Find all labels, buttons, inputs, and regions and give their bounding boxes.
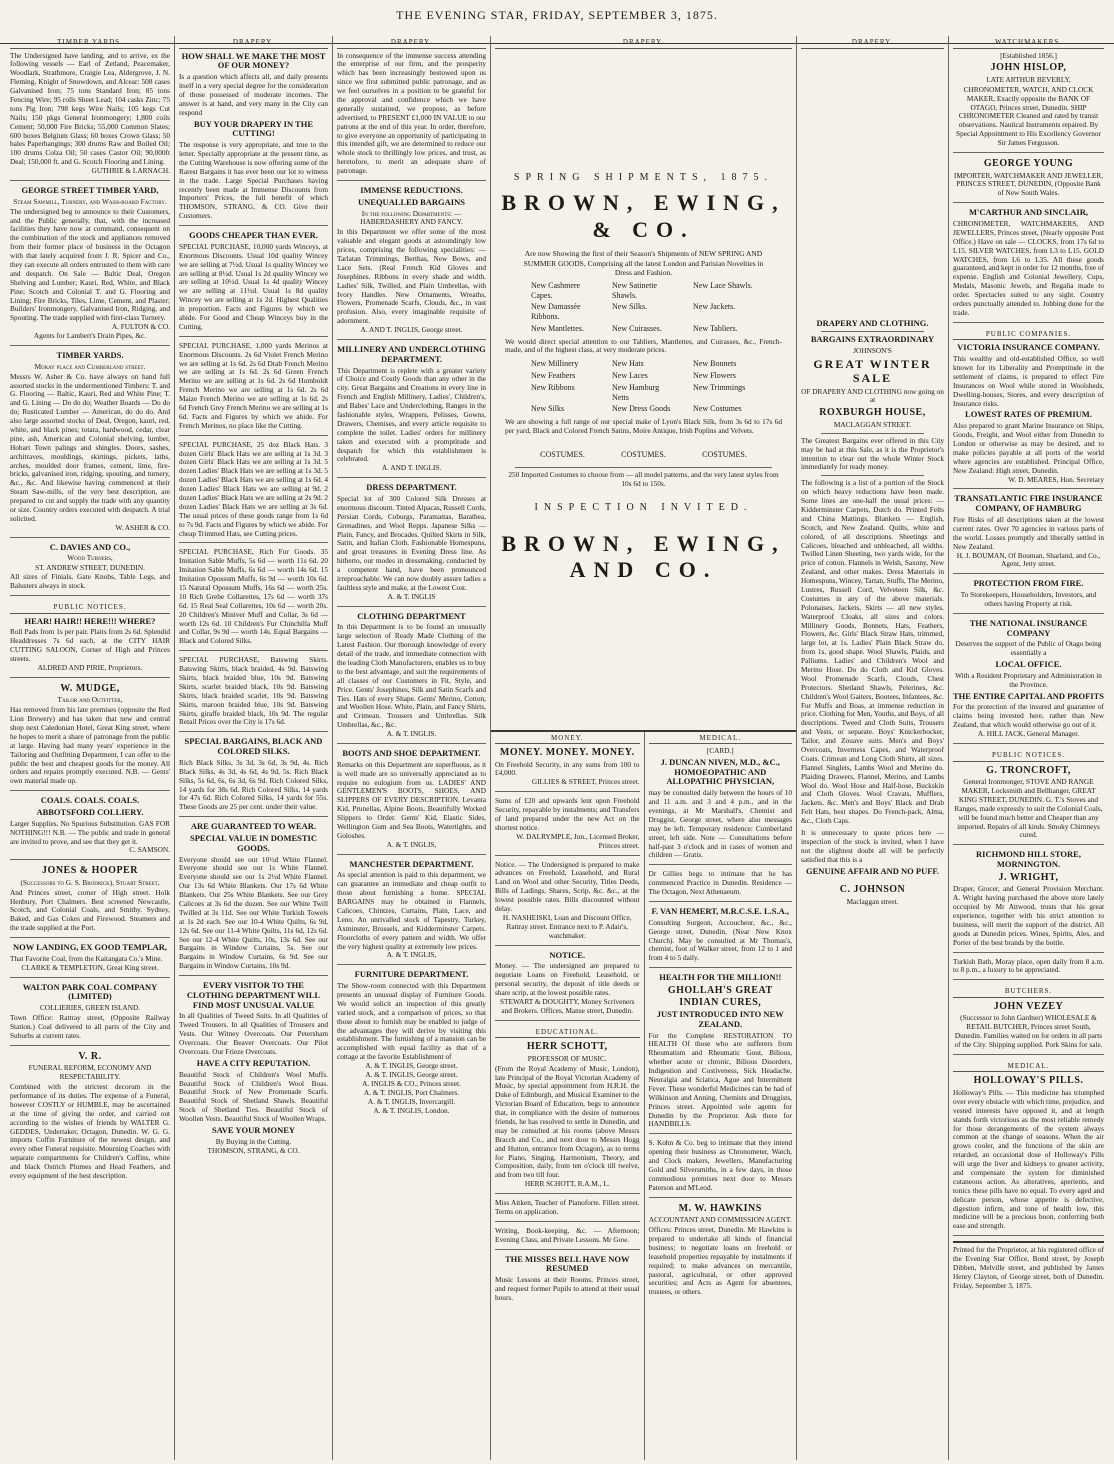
ad-make-the-most (179, 52, 328, 227)
ad-heading: BOOTS AND SHOE DEPARTMENT. (342, 748, 481, 759)
ad-heading: DRESS DEPARTMENT. (366, 482, 457, 493)
ad-dr-gillies (649, 870, 793, 902)
ad-body: Is a question which affects all, and daily presents itself in a very special degree for the consideration of those possessed of moderate incomes. The answer is at hand, and very many in the City can respond (179, 72, 328, 117)
ad-body: The Show-room connected with this Department presents an unusual display of Furniture Goods. We would solicit an inspection of this greatly varied stock, and a comparison of prices, so that those about to furnish may be enabled to judge of the advantages they will derive by visiting this establishment. The furnishing of a mansion can be accomplished with equal facility as that of a cottage at the favorite Establishment of (337, 981, 486, 1062)
ad-nasheiski (495, 861, 640, 946)
ad-george-young (953, 158, 1104, 203)
ad-body: SPECIAL PURCHASE, 10,000 yards Winceys, at Enormous Discounts. Usual 10d quality Wincey we are selling at 7½d. Usual 1s quality Wincey we are selling at 8½d. Usual 1s 2d quality Wincey we are selling at 10½d. Usual 1s 4d quality Wincey we are selling at 11½d. Usual 1s 8d quality Wincey we are selling at 1s 2d. Highest Qualities in proportion. Facts and Figures by which we abide. For Good and Cheap Winceys buy in the Cutting. (179, 241, 328, 331)
inglis-address-2: A. & T. INGLIS, George street. (365, 1070, 458, 1080)
ad-subheading: GHOLLAH'S GREAT INDIAN CURES, (667, 985, 773, 1008)
ad-signature: A. FULTON & CO. (111, 322, 170, 332)
section-head-drapery: DRAPERY. (495, 36, 792, 49)
ad-signature: C. JOHNSON (839, 884, 906, 896)
ad-note: Agents for Lambert's Drain Pipes, &c. (33, 331, 147, 341)
ad-address: ST. ANDREW STREET, DUNEDIN. (35, 563, 145, 573)
ad-subheading: In the following Departments: — HABERDASHERY AND FANCY. (360, 208, 463, 227)
millinery-item: New Trimmings (693, 382, 746, 392)
ad-body: Dr Gillies begs to intimate that he has commenced Practice in Dunedin. Residence — The Octagon, Next Athenaeum. (648, 869, 792, 897)
divider (515, 467, 772, 468)
millinery-item: New Laces (612, 371, 648, 381)
ad-holloway (953, 1075, 1104, 1236)
ad-signature: A. AND T. INGLIS, George street. (360, 325, 463, 335)
column-timber-yards (6, 36, 174, 1460)
ad-heading: JOHN VEZEY (993, 1000, 1064, 1012)
ad-body: Town Office: Rattray street, (Opposite Railway Station.) Coal delivered to all parts of the City and Suburbs at current rates. (10, 1013, 170, 1040)
ad-ghollah (649, 973, 793, 1134)
ad-writing-class (495, 1227, 640, 1250)
inspection-heading: INSPECTION INVITED. (534, 502, 753, 514)
ad-body: With a Resident Proprietary and Administration in the Province. (955, 670, 1102, 689)
ad-address: Maclaggan street. (846, 896, 899, 906)
ad-heading: PROTECTION FROM FIRE. (973, 578, 1084, 589)
ad-walton-park (10, 983, 170, 1046)
ad-heading: RICHMOND HILL STORE, MORNINGTON. (976, 849, 1081, 870)
section-head-public-companies: PUBLIC COMPANIES. (953, 328, 1104, 341)
ad-subheading: Wood Turners, (67, 553, 113, 563)
ad-domestic-goods (179, 822, 328, 976)
ad-heading: NOW LANDING, EX GOOD TEMPLAR, (12, 942, 168, 953)
ad-heading: TRANSATLANTIC FIRE INSURANCE COMPANY, OF HAMBURG (954, 493, 1103, 514)
ad-boots (337, 749, 486, 855)
ad-body: (From the Royal Academy of Music, London), late Principal of the Royal Victorian Academy of Music, by special appointment from H.R.H. the Duke of Edinburgh, and Musical Examiner to the Victorian Board of Education, begs to announce that, in compliance with the desire of numerous friends, he has resolved to settle in Dunedin, and may be consulted at his rooms (above Messrs Bracch and Co., and next door to Messrs Hogg and Hutton, entrance from Octagon), as to terms for Piano, Singing, Harmonium, Theory, and Composition, daily, from ten o'clock till twelve, and from two till four. (495, 1063, 640, 1180)
ad-body: Has removed from his late premises (opposite the Red Lion Brewery) and has taken that new and central shop next Caledonian Hotel, Great King street, where he hopes to merit a share of patronage from the public at large. Having had many years' experience in the Tailoring and Outfitting Department, I can offer to the public the best and cheapest goods for the money. All orders and repairs promptly executed. N.B. — Gents' own material made up. (10, 705, 170, 786)
ad-heading: BUY YOUR DRAPERY IN THE CUTTING! (193, 118, 314, 139)
ad-black-hats (179, 441, 328, 544)
ad-body: By Buying in the Cutting. (215, 1136, 292, 1146)
section-head-drapery: DRAPERY. (179, 36, 328, 49)
ad-intro: Are now Showing the first of their Season's Shipments of NEW SPRING AND SUMMER GOODS, Comprising all the latest London and Parisian Novelties in Dress and Fashion. (523, 249, 764, 277)
ad-niven (649, 747, 793, 865)
column-watchmakers (948, 36, 1108, 1460)
ad-body: To Storekeepers, Householders, Investors, and others having Property at risk. (960, 590, 1097, 608)
section-head-butchers: BUTCHERS. (953, 985, 1104, 998)
ad-heading: M. W. HAWKINS (678, 1202, 762, 1214)
newspaper-title: THE EVENING STAR, FRIDAY, SEPTEMBER 3, 1875. (396, 8, 718, 22)
ad-subheading: J. WRIGHT, (998, 871, 1059, 883)
ad-guthrie-larnach (10, 52, 170, 181)
ad-present-value (337, 52, 486, 181)
ad-subheading: LATE ARTHUR BEVERLY, (986, 74, 1071, 84)
ad-heading: THE ENTIRE CAPITAL AND PROFITS (953, 690, 1104, 701)
ad-hawkins (649, 1203, 793, 1302)
ad-heading: VICTORIA INSURANCE COMPANY. (957, 342, 1100, 353)
ad-body: Fire Risks of all descriptions taken at the lowest current rates. Over 70 agencies in various parts of the world. Losses promptly and liberally settled in New Zealand. (953, 514, 1104, 551)
ad-signature: HERR SCHOTT, R.A.M., L. (524, 1179, 610, 1189)
inglis-address-1: A. & T. INGLIS, George street. (365, 1061, 458, 1071)
ad-signature: W. ASHER & CO. (115, 522, 170, 532)
ad-national-insurance (953, 619, 1104, 744)
ad-heading: JOHN HISLOP, (990, 62, 1067, 74)
ad-body: Everyone should see our 10½d White Flannel. Everyone should see our 1s White Flannel. Everyone should see our 1s 2½d White Flannel. Our 13s 6d White Blankets. Our 17s 6d White Blankets. Our 25s White Blankets. See our Grey Calicoes at 3s 6d the dozen. See our White Twill Twilled at 3s 11d. See our White Turkish Towels at 1s 2d each. See our 10-4 White Quilts, 6s 9d, 12s 6d. See our 11-4 White Quilts, 11s 6d, 12s 6d. See our 12-4 White Quilts, 10s, 13s 6d. See our Bargains in Window Curtains, 5s. See our Bargains in Window Curtains, 6s 9d. See our Bargains in Window Curtains, 10s 9d. (179, 854, 328, 971)
ad-heading: HERR SCHOTT, (526, 1041, 608, 1053)
ad-heading: M'CARTHUR AND SINCLAIR, (969, 207, 1088, 218)
ad-body: may be consulted daily between the hours of 10 and 11 a.m. and 3 and 4 p.m., and in the evenings, at Mr Marshall's, Chemist and Druggist, George street, where also messages may be left. Temporary residence: Cumberland street, left side. Note — Consultations before half-past 3 o'clock and in cases of women and children — Gratis. (648, 788, 792, 860)
ad-body: Messrs W. Asher & Co. have always on hand full assorted stocks in the undermentioned Timbers: T. and G. Flooring — Baltic, Kauri, Red and White Pine; T. and G. Lining — Do do do; Weather Boards — Do do do; Rusticated Lumber — American, do do do. And also large assorted stocks of Deal, Oregon, kauri, red, white, and black pines; totara, hardwood, cedar, clear pine, ash, American and Colonial shelving, lumber, Hobart Town palings and shingles. Doors, sashes, architraves, mouldings, skirtings, pickets, laths, arches, moulded door frames, cement, lime, fire-bricks, galvanised iron, ridging, spouting, and turnery, &c., &c. And likewise having commenced at their Steam Saw-mills, of the very best description, are prepared to cut and supply the trade with any quantity or size. Country orders executed with despatch. A trial solicited. (10, 371, 170, 523)
ad-body: IMPORTER, WATCHMAKER AND JEWELLER, PRINCES STREET, DUNEDIN, (Opposite Bank of New South Wales. (953, 170, 1104, 198)
ad-body: This Department is replete with a greater variety of Choice and Costly Goods than any other in the city. Great Bargains and Creations in every line in French and English Millinery, Ladies', Children's, and Babes' Lace and Underclothing, Ranges in the fashionable styles, Wrappers, Pelisses, Gowns, Drawers, Chemises, and every article requisite to complete the toilet. Ladies' orders for millinery taken and executed with a promptitude and despatch for which this establishment is celebrated. (337, 365, 486, 464)
ad-body: Consulting Surgeon, Accoucheur, &c., &c., George street, Dunedin, (Near New Knox Church). May be consulted at Mr Thomas's, chemist, foot of Walker street, from 12 to 1 and from 4 to 5 daily. (648, 917, 792, 963)
ad-signature: W. DALRYMPLE, Jun., Licensed Broker, Princes street. (516, 831, 640, 850)
ad-haberdashery (337, 186, 486, 340)
ad-george-street-timber (10, 186, 170, 346)
ad-heading: GEORGE STREET TIMBER YARD, (21, 185, 159, 195)
ad-richmond-hill (953, 850, 1104, 952)
ad-manchester (337, 860, 486, 966)
section-head-drapery: DRAPERY. (337, 36, 486, 49)
brown-ewing-brand-footer: BROWN, EWING, AND CO. (501, 530, 786, 583)
novelty-item: New Cuirasses. (612, 323, 662, 333)
card-label: [CARD.] (706, 746, 734, 756)
ad-merinos (179, 342, 328, 436)
section-head-timber: TIMBER YARDS. (10, 36, 170, 49)
ad-body: SPECIAL PURCHASE, Rich Fur Goods. 35 Imitation Sable Muffs, 5s 6d — worth 11s 6d. 20 Imitation Sable Muffs, 6s 6d — worth 14s 6d. 15 Imitation Opossum Muffs, 6s 9d — worth 10s 6d. 15 Natural Opossum Muffs, 16s 6d — worth 25s. 10 Rich Grebe Collarettes, 17s 6d — worth 37s 6d. 15 Real Seal Collarettes, 10s 6d — worth 20s. 20 Children's Miniver Muff and Collar, 3s 6d — worth 12s 6d. 10 Children's Fur Chinchilla Muff and Collar, 9s 9d — worth 14s. Equal Bargains — Black and Colored Silks. (179, 547, 328, 646)
ad-abbotsford (10, 796, 170, 860)
ad-body: Special lot of 300 Colored Silk Dresses at enormous discount. Tinted Alpacas, Russell Cords, Persian Cords, Coburgs, Paramattas, Barathea, Grenadines, and Wool Repps. Japanese Silks — Plain, Fancy, and Brocades. Quilted Skirts in Silk, Satin, and Italian Cloth. Fashionable Homespuns, and great treasures in Evening Dress line. As hitherto, our modes in dressmaking, conducted by a competent hand, have been pronounced irreproachable. We can now doubly assure ladies a faultless style and make, at the Lowest Cost. (337, 493, 486, 592)
ad-subheading: Tailor and Outfitter, (57, 695, 123, 705)
ad-heading: SPECIAL BARGAINS, BLACK AND COLORED SILKS. (184, 736, 323, 757)
millinery-item: New Dress Goods (612, 404, 671, 414)
ad-body: SPECIAL PURCHASE, 25 doz Black Hats. 3 dozen Girls' Black Hats we are selling at 1s 3d. 3 dozen Girls' Black Hats we are selling at 1s 3d. 5 dozen Ladies' Black Hats we are selling at 1s 3d. 5 dozen Ladies' Black Hats we are selling at 1s 6d. 4 dozen Ladies' Black Hats we are selling at 9d. 2 dozen Ladies' Black Hats we are selling at 2s 9d. 2 dozen Ladies' Black Hats we are selling at 3s 6d. The usual prices of these goods range from 1s 6d to 7s 9d. Facts and Figures by which we abide. For cheap Trimmed Hats, see Cutting prices. (179, 439, 328, 538)
ad-body: CHRONOMETER, WATCH, AND CLOCK MAKER, Exactly opposite the BANK OF OTAGO, Princes street, Dunedin. SHIP CHRONOMETER Cleaned and rated by transit observations. Nautical Instruments repaired. By Special Appointment to His Excellency Governor Sir James Fergusson. (956, 84, 1101, 148)
ad-body: This wealthy and old-established Office, so well known for its Liberality and Promptitude in the settlement of claims, is prepared to effect Fire Insurances on Wool while stored in Woolsheds, Dwelling-houses, Stores, and every description of Insurance risks. (953, 354, 1104, 408)
ad-subheading: Moray place and Cumberland street. (34, 361, 146, 371)
ad-body: In all Qualities of Tweed Suits. In all Qualities of Tweed Trousers. In all Qualities of Trousers and Vests. Our Witney Overcoats. Our Petersham Overcoats. Our Beaver Overcoats. Our Pilot Overcoats. Our Frieze Overcoats. (179, 1011, 328, 1056)
ad-body: Combined with the strictest decorum in the performance of its duties. The expense of a Funeral, however COSTLY or HUMBLE, may be ascertained at the time of giving the order, and carried out according to the wishes of friends by WALTER G. GEDDES, Undertaker, Octagon, Dunedin. W. G. G. imports Coffin Furniture of the newest design, and every other Funeral requisite. Mourning Coaches with separate compartments for Children's Coffins, white and black Ostrich Plumes and Head Feathers, and every equipment of the best description. (10, 1082, 170, 1180)
ad-stock-list: The following is a list of a portion of the Stock on which heavy reductions have been made. Some lines are one-half the usual prices: — Kidderminster Carpets, Dutch do. Printed Felts and China Mattings. Blankets — English, Scotch, and New Zealand. Quilts, white and colored, of all descriptions. Sheetings and Calicoes, bleached and unbleached, all widths. Twilled Linen Sheeting, two yards wide, for the price of cotton. Flannels in Welsh, Saxony, New Zealand, and other makes. Dress Materials in Homespuns, Wincey, Tartan, Stuffs, The Merino, Lustres, Russell Cord, Velveteen Silk, &c. Costumes in any of the above materials. Polonaises, Jackets, Skirts — all new styles. Waterproof Cloaks, all sizes and colors. Millinery Goods, Bonnets, Hats, Feathers, Flowers, &c. Girls' Black Straw Hats, trimmed, large lot, at 1s. Ladies' Plain Black Straw do, from 1s, good shape. Wool Shawls, Plaids, and Palliums. Ladies' and Children's Wool and Merino Hose. Do do Cloth and Kid Gloves. Wool Promenade Scarfs, Clouds, Chest Protectors. Shetland Shawls, Pelerines, &c. Children's Wool Gaiters, Bootees, Infantees, &c. Fur Muffs and Boas, at immense reduction in price. Clothing for Men, Youths, and Boys, of all descriptions. Tweed and Cloth Suits, Trousers and Vests, or separate. Boys' Knickerbocker, Tailor, and Zouave suits. Men's and Boys' Overcoats, Inverness Capes, and Waterproof Coats. Crimean and Long Cloth Shirts, all sizes. Flannel Singlets, Lambs Wool and Merino do. Plaiding Drawers, Flannel, Merino, and Lambs Wool do. Wool Hose and Half-hose, Buckskin and Cloth Gloves. Wool Cravats, Mufflers, Jackets, &c. Men's and Boys' Black and Drab Felt Hats, best shapes. Do French-pack, Alma, &c., Cloth Caps. (801, 478, 944, 826)
millinery-grid (495, 355, 792, 418)
ad-kohn (649, 1139, 793, 1197)
ad-signature: A. & T. INGLIS, (386, 839, 437, 849)
ad-body: For the Complete RESTORATION TO HEALTH Of those who are sufferers from Rheumatism and Rheumatic Gout, Bilious, whether acute or chronic, Bilious Disorders, Indigestion and Costiveness, Sick Headache, Neuralgia and Sciatica, Ague and Intermittent Fever. These wonderful Medicines can be had of Wilkinson and Anning, Chemists and Druggists, Princes street. Appointed sole agents for Dunedin by the Proprietor. Ask there for HANDBILLS. (648, 1030, 792, 1129)
ad-body: And Princes street, corner of High street. Holk Henbury, Port Chalmers. Best screened Newcastle, Scotch, and Colonial Coals, and Smithy. Sydney, Baked, and Gas Cokes and Firewood. Steamers and the trade supplied at the Port. (10, 887, 170, 933)
column-drapery-inglis (332, 36, 490, 1460)
ad-batswing-skirts (179, 656, 328, 732)
ad-body: All sizes of Finials, Gate Knobs, Table Legs, and Balusters always in stock. (10, 572, 170, 591)
ad-furniture (337, 970, 486, 1119)
inglis-address-5: A. & T. INGLIS, Invercargill. (367, 1096, 456, 1106)
ad-body: The Greatest Bargains ever offered in this City may be had at this Sale, as it is the Proprietor's intention to clear out the whole Winter Stock immediately for ready money. (801, 435, 944, 472)
ad-heading: IMMENSE REDUCTIONS. (360, 185, 463, 195)
ad-hislop (953, 52, 1104, 154)
ad-asher (10, 351, 170, 538)
ad-body: For the protection of the insured and guarantee of claims being invested here, rather than New Zealand, that which would otherwise go out of it. (953, 702, 1104, 730)
costumes-label: COSTUMES. (702, 449, 747, 459)
ad-herr-schott (495, 1041, 640, 1194)
ad-body: It is unnecessary to quote prices here — inspection of the stock is invited, when I have not the slightest doubt all will be perfectly satisfied that this is a (801, 828, 944, 864)
ad-heading: GOODS CHEAPER THAN EVER. (189, 230, 318, 241)
ad-subheading: JOHNSON'S (853, 346, 892, 356)
ad-signature: H. NASHEISKI, Loan and Discount Office, Rattray street. Entrance next to P. Adair's, watchmaker. (502, 912, 632, 940)
ad-body: Money. — The undersigned are prepared to negotiate Loans on Freehold, Leasehold, or personal security, the deposit of title deeds or share scrip, at the lowest possible rates. (495, 961, 640, 998)
ad-victoria-insurance (953, 343, 1104, 489)
ad-subheading: FUNERAL REFORM, ECONOMY AND RESPECTABILITY. (28, 1063, 152, 1082)
millinery-item: New Flowers (693, 371, 736, 381)
ad-body: Turkish Bath, Moray place, open daily from 8 a.m. to 8 p.m., a luxury to be appreciated. (953, 956, 1104, 975)
inglis-address-6: A. & T. INGLIS, London. (373, 1105, 450, 1115)
ad-subheading: ACCOUNTANT AND COMMISSION AGENT. (648, 1215, 792, 1225)
ad-brown-ewing (491, 52, 796, 732)
divider (821, 433, 924, 434)
ad-heading: MILLINERY AND UNDERCLOTHING DEPARTMENT. (337, 344, 486, 364)
ad-body: Rich Black Silks, 3s 3d, 3s 6d, 3s 9d, 4s. Rich Black Silks, 4s 3d, 4s 6d, 4s 9d, 5s. Rich Black Silks, 5s 6d, 6s, 6s 3d, 6s 9d. Rich Colored Silks, 14 yards for 38s 6d. Rich Colored Silks, 14 yards for 47s 6d. Rich Colored Silks, 14 yards for 55s. These Goods are 25 per cent. under their value. (179, 757, 328, 812)
section-head-money: MONEY. (495, 732, 640, 745)
ad-body: OF DRAPERY AND CLOTHING now going on at (801, 386, 944, 405)
column-drapery-thomson (174, 36, 332, 1460)
ad-body: Beautiful Stock of Children's Wool Muffs. Beautiful Stock of Children's Wool Boas. Beautiful Stock of New Promenade Scarfs. Beautiful Stock of Shetland Shawls. Beautiful Stock of Shetland Ties. Beautiful Stock of Woollen Vests. Beautiful Stock of Woollen Wraps. (179, 1069, 328, 1124)
ad-signature: STEWART & DOUGHTY, Money Scriveners and Brokers. Offices, Manse street, Dunedin. (500, 996, 635, 1015)
millinery-item: New Ribbons (531, 382, 575, 392)
ad-body: Music Lessons at their Rooms, Princes street, and request former Pupils to attend at their usual hours. (495, 1275, 640, 1302)
ad-heading: JONES & HOOPER (42, 865, 138, 877)
ad-heading: W. MUDGE, (60, 682, 120, 694)
ad-vezey (953, 1001, 1104, 1055)
ad-turkish-bath (953, 958, 1104, 981)
ad-heading: HEAR! HAIR!! HERE!!! WHERE? (24, 615, 156, 626)
ad-dalrymple (495, 797, 640, 855)
ad-body: Holloway's Pills. — This medicine has triumphed over every obstacle with which time, prejudice, and vested interests have opposed it, and at length stands forth victorious as the most reliable remedy for those derangements of the system always common at the change of seasons. When the air grows cooler, and the functions of the skin are retarded, an occasional dose of Holloway's Pills will urge the liver and kidneys to greater activity, and compensate the system for diminished cutaneous action. As alteratives, aperients, and tonics these pills have no equal. To every aged and delicate person, whose appetite is defective, digestion infirm, and tone of health low, this medicine will be a precious boon, conferring both ease and strength. (953, 1087, 1104, 1231)
ad-signature: GUTHRIE & LARNACH. (91, 166, 170, 176)
ad-signature: A. HILL JACK, General Manager. (977, 729, 1080, 739)
ad-transatlantic (953, 494, 1104, 574)
novelty-item: New Satinette Shawls. (612, 280, 658, 300)
ad-body: The undersigned beg to announce to their Customers, and the Public generally, that, with the increased facilities they have now at command, consequent on the combination of the stock and appliances removed from their former place of business in the Octagon with that lately acquired from J. R. Spicer and Co., they can execute all orders entrusted to them with care and despatch. On Sale — Baltic Deal, Oregon Shelving and Lumber; Kauri, Red, White, and Black Pine; Scotch and Colonial T. and G. Flooring and Lining; Fire Bricks, Tiles, Lime, Cement, and Plaster; Builders' Ironmongery, Galvanised Iron, Ridging, and Spouting. The trade supplied with first-class Turnery. (10, 206, 170, 323)
millinery-item: New Hamburg Netts (612, 382, 660, 402)
ad-winceys (179, 231, 328, 337)
ad-heading: MANCHESTER DEPARTMENT. (349, 858, 474, 869)
ad-signature: A. & T. INGLIS, (386, 950, 437, 960)
ad-davies (10, 543, 170, 596)
ad-body: Also prepared to grant Marine Insurance on Ships, Goods, Freight, and Wool either from Dunedin to London or otherwise as may be desired, and to make policies payable at all ports of the world where agencies are established. Principal Office, New Zealand: High street, Dunedin. (953, 421, 1104, 475)
ad-body: That Favorite Coal, from the Kaitangata Co.'s Mine. (10, 953, 163, 963)
ad-heading: HOLLOWAY'S PILLS. (973, 1075, 1084, 1087)
novelty-item: New Cashmere Capes. (531, 280, 581, 300)
ad-body: Remarks on this Department are superfluous, as it is well made are so universally appreciated as to require no eulogium from us. LADIES' AND GENTLEMEN'S BOOTS, SHOES, AND SLIPPERS OF EVERY DESCRIPTION. Levanta Kid, Prunellas, Alpine Boots, Beautifully Worked Slippers to Order. Gents' Kid, Elastic Sides, Wellington Gum and Sea Boots, Watertights, and Goloshes. (337, 759, 486, 840)
ad-clothing-dept (179, 981, 328, 1159)
section-head-medical: MEDICAL. (649, 732, 793, 745)
millinery-item: New Costumes (693, 404, 742, 414)
ad-heading: JUST INTRODUCED INTO NEW ZEALAND. (656, 1009, 784, 1029)
ad-body: Larger Supplies. No Spurious Substitution. GAS FOR NOTHING!!! N.B. — The public and trade in general are invited to prove, and see that they get it. (10, 818, 170, 846)
ad-signature: A. AND T. INGLIS. (381, 463, 442, 473)
ad-van-hemert (649, 907, 793, 968)
ad-direct-attention: We would direct special attention to our Tabliers, Mantlettes, and Cuirasses, &c., French-made, and of the highest class, at very moderate prices. (505, 336, 782, 355)
costumes-label: COSTUMES. (540, 449, 585, 459)
ad-protection-fire (953, 579, 1104, 614)
ad-heading: UNEQUALLED BARGAINS (358, 196, 465, 207)
ad-clothing-inglis (337, 612, 486, 744)
ad-signature: A. & T. INGLIS. (386, 729, 437, 739)
section-head-public-notices: PUBLIC NOTICES. (10, 601, 170, 614)
ad-heading: TIMBER YARDS. (56, 350, 124, 361)
ad-body: CHRONOMETER, WATCHMAKERS, AND JEWELLERS, Princes street, (Nearly opposite Post Office.) Have on sale — CLOCKS, from 17s 6d to L15. SILVER WATCHES, from L3 to L15. GOLD WATCHES, from L6 to L35. All these goods guaranteed, and kept in order for 12 months, free of expense. English and Colonial Jewellery, Cups, Medals, Masonic Jewels, and Regalia made to order. Spectacles suited to any sight. Country orders punctually attended to. Jobbing done for the trade. (953, 218, 1104, 317)
ad-body: S. Kohn & Co. beg to intimate that they intend opening their business as Chronometer, Watch, and Clock makers, Jewellers, Manufacturing Gold and Silversmiths, in a few days, in those commodious premises next door to Messrs Paterson and M'Leod. (648, 1138, 792, 1192)
money-medical-grid (491, 732, 796, 1460)
section-head-watchmakers: WATCHMAKERS. (953, 36, 1104, 49)
millinery-item: New Hats (612, 359, 644, 369)
ad-heading: G. TRONCROFT, (986, 764, 1071, 776)
ad-subheading: ABBOTSFORD COLLIERY. (36, 806, 144, 817)
ad-body: In this Department we offer some of the most valuable and elegant goods at astoundingly low prices, comprising the following specialities: — Tarlatan Trimmings, Berthas, New Bows, and Lace Sets. (Real French Kid Gloves and Josephines. Ribbons in every shade and width. Ladies' Silk, Twilled, and Plain Umbrellas, with Ivory Handles. New Ornaments, Wreaths, Flowers, Promenade Scarfs, Clouds, &c., in vast profusion. Also, every imaginable requisite of adornment. (337, 227, 486, 326)
ad-jones-hooper (10, 865, 170, 938)
ad-subheading: Steam Sawmill, Turnery, and Wash-board Factory. (13, 196, 167, 206)
ad-signature: CLARKE & TEMPLETON, Great King street. (21, 962, 159, 972)
ad-signature: C. SAMSON. (129, 845, 170, 855)
section-head-educational: EDUCATIONAL. (495, 1026, 640, 1039)
great-winter-sale: GREAT WINTER SALE (813, 356, 932, 385)
ad-signature: W. D. MEARES, Hon. Secretary (1008, 474, 1104, 484)
ad-heading: EVERY VISITOR TO THE CLOTHING DEPARTMENT WILL FIND MOST UNUSUAL VALUE (186, 980, 321, 1010)
costumes-row (495, 446, 792, 464)
ad-fur-goods (179, 548, 328, 651)
column-drapery-johnson (796, 36, 948, 1460)
ad-heading: NOTICE. (549, 949, 586, 960)
ad-imported-costumes: 250 Imported Costumes to choose from — all model patterns, and the very latest styles from 10s 6d to 150s. (508, 469, 779, 488)
ad-heading: LOWEST RATES OF PREMIUM. (965, 409, 1092, 420)
ad-heading: SAVE YOUR MONEY (211, 1124, 296, 1135)
ad-silks-showing: We are showing a full range of our special make of Lyon's Black Silk, from 3s 6d to 17s 6d per yard, Black and Colored French Satins, Moire Antique, Irish Poplins and Velvets. (505, 417, 782, 435)
ad-good-templar (10, 943, 170, 978)
ad-heading: HEALTH FOR THE MILLION!! (659, 972, 782, 983)
ad-heading: COALS. COALS. COALS. (40, 795, 140, 806)
brown-ewing-brand: BROWN, EWING, & CO. (501, 189, 786, 242)
ad-stewart-doughty (495, 951, 640, 1021)
ad-miss-aitken (495, 1199, 640, 1222)
ad-heading: ARE GUARANTEED TO WEAR. (190, 821, 317, 832)
divider (821, 331, 924, 332)
novelty-item: New Tabliers. (693, 323, 738, 333)
roxburgh-house: ROXBURGH HOUSE, (819, 407, 926, 419)
section-head-medical: MEDICAL. (953, 1060, 1104, 1073)
ad-signature: A. & T. INGLIS (387, 591, 436, 601)
millinery-item: New Millinery (531, 359, 579, 369)
ad-body: SPECIAL PURCHASE, 1,000 yards Merinos at Enormous Discounts. 2s 6d Violet French Merino we are selling at 1s 6d. 2s 6d Drab French Merino we are selling at 1s 6d. 2s 6d Green French Merino we are selling at 1s 6d. 2s 6d Humboldt French Merino we are selling at 1s 6d. 2s 6d Maize French Merino we are selling at 1s 6d. 2s 6d French Grey French Merino we are selling at 1s 6d. Facts and Figures by which we abide. For French Merinos, no place like the Cutting. (179, 340, 328, 430)
millinery-item: New Silks (531, 404, 565, 414)
ad-signature: THOMSON, STRANG, & CO. (207, 1145, 300, 1155)
novelty-item: New Mantlettes. (531, 323, 584, 333)
ad-heading: CLOTHING DEPARTMENT (357, 610, 466, 621)
ad-troncroft (953, 765, 1104, 846)
ad-heading: THE NATIONAL INSURANCE COMPANY (969, 617, 1088, 638)
novelties-grid (495, 277, 792, 338)
printer-imprint: Printed for the Proprietor, at his registered office of the Evening Star Office, Bond street, by Joseph Dibben, Melville street, and published by James Henry Clayton, of George street, both of Dunedin. Friday, September 3, 1875. (953, 1241, 1104, 1290)
novelty-item: New Silks. (612, 302, 648, 312)
ad-address: MACLAGGAN STREET. (833, 419, 912, 429)
section-head-public-notices: PUBLIC NOTICES. (953, 749, 1104, 762)
newspaper-page (6, 36, 1108, 1460)
ad-body: The response is very appropriate, and true to the letter. Specially appropriate at the present time, as the Cutting Warehouse is now offering some of the Rarest Bargains it has ever been our lot to witness in the trade. Large Special Purchases having recently been made at Immense Discounts from Importers' Prices, the full benefit of which THOMSON, STRANG, & CO. Give their Customers. (179, 140, 328, 221)
ad-misses-bell (495, 1255, 640, 1307)
divider (821, 475, 924, 476)
ad-heading: V. R. (78, 1050, 102, 1062)
ad-silks (179, 737, 328, 817)
inglis-address-4: A. & T. INGLIS, Port Chalmers. (363, 1087, 460, 1097)
ad-body: SPECIAL PURCHASE, Batswing Skirts. Batswing Skirts, black braided, 4s 9d. Batswing Skirts, black braided blue, 10s 9d. Batswing Skirts, scarlet braided black, 10s 9d. Batswing Skirts, black braided scarlet, 10s 9d. Batswing Skirts, maroon braided blue, 10s 9d. Batswing Skirts, giraffe braided black, 10s 9d. The regular Retail Prices over the City is 17s 6d. (179, 655, 328, 727)
ad-heading: FURNITURE DEPARTMENT. (354, 969, 469, 980)
ad-heading: J. DUNCAN NIVEN, M.D., &C., HOMOEOPATHIC AND ALLOPATHIC PHYSICIAN, (660, 756, 780, 787)
ad-body: In this Department is to be found an unusually large selection of Ready Made Clothing of the Latest Fashion. Our thorough knowledge of every detail of the trade, and immediate connection with the leading Cloth Manufacturers, enables us to buy to the best advantage, and suit the requirements of all classes of our Customers in Fit, Style, and Price. Gents' Josephines, Silk and Satin Scarfs and Ties. Hats of every Shape. Gents' Merino, Cotton, and Woollen Hose. White, Plain, and Fancy Shirts, and Crimean. Trousers and Umbrellas. Silk Umbrellas, &c., &c. (337, 622, 486, 730)
ad-body: Miss Aitken, Teacher of Pianoforte. Fillen street. Terms on application. (495, 1198, 640, 1216)
ad-dress-dept (337, 483, 486, 606)
ad-heading: THE MISSES BELL HAVE NOW RESUMED (504, 1253, 630, 1274)
column-medical (644, 732, 797, 1460)
ad-signature: H. J. BOUMAN, Of Bouman, Sharland, and Co., Agent, Jetty street. (956, 550, 1101, 569)
ad-subheading: COLLIERIES, GREEN ISLAND. (39, 1003, 141, 1013)
ad-johnson-sale (801, 319, 944, 907)
ad-heading: SPECIAL VALUE IN DOMESTIC GOODS. (190, 833, 317, 853)
ad-body: Sums of £20 and upwards lent upon Freehold Security, repayable by instalments; and Transfers of land prepared under the new Act on the shortest notice. (495, 796, 640, 832)
ad-heading: F. VAN HEMERT, M.R.C.S.E. L.S.A., (651, 906, 790, 917)
centre-wide-region (490, 36, 796, 1460)
ad-heading: LOCAL OFFICE. (995, 659, 1062, 670)
novelty-item: New Lace Shawls. (693, 280, 753, 290)
ad-subheading: (Successors to G. S. Brodrick), Stuart Street, (20, 877, 160, 887)
ad-body: The Undersigned have landing, and to arrive, ex the following vessels — Earl of Zetland, Peacemaker, Woodlark, Strathmore, Craigie Lea, Aldergrove, J. N. Fleming, Knight of Snowdown, and Alcear: 508 cases Galvanised Iron; 75 tons Standard Iron; 85 tons Fencing Wire; 95 rolls Sheet Lead; 104 casks Zinc; 75 tons Pig Iron; 798 kegs Wire Nails; 105 kegs Cut Nails; 150 pkgs General Ironmongery; 1,800 coils Cement; 50,000 Fire Bricks; 55,000 Common Slates; 600 boxes Belgium Glass; 60 boxes Crown Glass; 50 bales Paperhangings; 300 drums Raw and Boiled Oil; 100 drums Colza Oil; 50 cases Castor Oil; 90,000ft Deal; 150,000 ft. and G. Scotch Flooring and Lining. (10, 50, 170, 167)
ad-body: Deserves the support of the Public of Otago being essentially a (955, 639, 1102, 658)
millinery-item: New Bonnets (693, 359, 737, 369)
ad-body: Writing, Book-keeping, &c. — Afternoon; Evening Class, and Private Lessons. Mr Gow. (495, 1225, 640, 1244)
ad-heading: HAVE A CITY REPUTATION. (196, 1057, 311, 1068)
section-head-drapery: DRAPERY. (801, 36, 944, 49)
column-money (491, 732, 644, 1460)
ad-body: In consequence of the immense success attending the enterprise of our firm, and the prosperity which has been increasingly bestowed upon us since we first submitted public patronage, and as we feel ourselves in a position to be grateful for the approval and confidence which we have generally sustained, we propose, as before advertised, to PRESENT £1,000 IN VALUE to our patrons at the end of this year. In order, therefore, to give everyone an opportunity of participating in this intended gift, we are determined to reduce our whole stock to thrillingly low prices, and trust, as heretofore, to merit an adequate share of patronage. (337, 50, 486, 176)
ad-subheading: PROFESSOR OF MUSIC. (527, 1053, 607, 1063)
ad-body: Draper, Grocer, and General Provision Merchant. A. Wright having purchased the above store lately occupied by Mr Attwood, trusts that his great experience, together with his strict attention to business, will merit the support of the district. All goods at Dunedin prices. Wines, Spirits, Ales, and Porter of the best brands by the bottle. (953, 884, 1104, 947)
novelty-item: New Jackets. (693, 302, 736, 312)
inglis-address-3: A. INGLIS & CO., Princes street. (362, 1078, 461, 1088)
ad-heading: MONEY. MONEY. MONEY. (499, 747, 635, 759)
ad-mudge (10, 683, 170, 791)
ad-heading: HOW SHALL WE MAKE THE MOST OF OUR MONEY? (181, 50, 326, 71)
costumes-label: COSTUMES. (621, 449, 666, 459)
ad-body: (Successor to John Gardner) WHOLESALE & RETAIL BUTCHER, Princes street South, Dunedin. Families waited on for orders in all parts of the City. Shipping supplied. Pork Skins for sale. (954, 1013, 1103, 1050)
ad-signature: ALDRED AND PIRIE, Proprietors. (37, 662, 143, 672)
spring-shipments-heading: SPRING SHIPMENTS, 1875. (513, 171, 774, 183)
ad-heading: BARGAINS EXTRAORDINARY (810, 334, 935, 345)
ad-heading: WALTON PARK COAL COMPANY (LIMITED) (22, 981, 158, 1002)
ad-body: Roll Pads from 1s per pair. Plaits from 2s 6d. Splendid Headdresses 7s 6d each, at the CITY HAIR CUTTING SALOON, Corner of High and Princes streets. (10, 627, 170, 663)
ad-hair-saloon (10, 617, 170, 678)
ad-mcarthur-sinclair (953, 208, 1104, 323)
ad-millinery (337, 345, 486, 478)
millinery-item: New Feathers (531, 371, 576, 381)
ad-funeral (10, 1051, 170, 1185)
ad-signature: GILLIES & STREET, Princes street. (531, 777, 640, 787)
ad-heading: GENUINE AFFAIR AND NO PUFF. (806, 865, 939, 876)
ad-body: General Ironmonger, STOVE AND RANGE MAKER, Locksmith and Bellhanger, GREAT KING STREET, DUNEDIN. G. T.'s Stoves and Ranges, made expressly to suit the Colonial Coals, will be found much better and Cheaper than any imported. Repairs of all kinds. Smoky Chimneys cured. (954, 777, 1103, 840)
ad-gillies-street (495, 747, 640, 792)
ad-body: On Freehold Security, in any sums from 100 to £4,000. (495, 759, 640, 778)
ad-heading: GEORGE YOUNG (983, 158, 1074, 170)
established-label: [Established 1856.] (1000, 50, 1057, 60)
ad-body: Notice. — The Undersigned is prepared to make advances on Freehold, Leasehold, and Rural Land on Wool and other Security, Titles Deeds, Bills of Ladings, Shares, Scrip, &c. &c., at the lowest possible rates. Bills discounted without delay. (495, 859, 640, 914)
ad-body: As special attention is paid to this department, we can guarantee an immediate and cheap outfit to those about furnishing a home. SPECIAL BARGAINS may be obtained in Flannels, Calicoes, Chintzes, Curtains, Plain, Lace, and Leno. An unrivalled stock of Tapestry, Turkey, Axminster, Brussels, and Kidderminster Carpets. Floorcloths of every pattern and width. We offer the very highest quality at extremely low prices. (337, 870, 486, 951)
ad-body: Offices: Princes street, Dunedin. Mr Hawkins is prepared to undertake all kinds of financial business; to negotiate loans on freehold or leasehold properties repayable by instalments if required; to make advances on mercantile, pastoral, agricultural, or other approved securities; and Acts as Agent for absentees, trustees, or others. (648, 1225, 792, 1297)
ad-heading: C. DAVIES AND CO., (49, 541, 131, 552)
ad-heading: DRAPERY AND CLOTHING. (816, 317, 929, 328)
novelty-item: New Damassée Ribbons. (531, 302, 581, 322)
